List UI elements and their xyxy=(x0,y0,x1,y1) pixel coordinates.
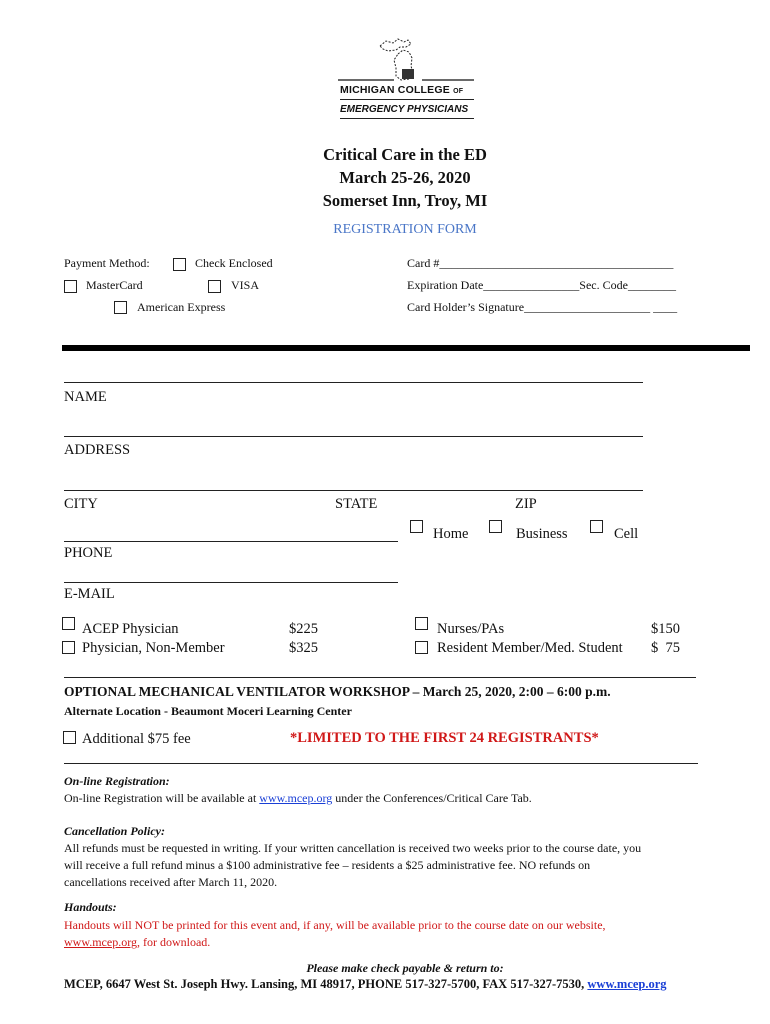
acep-physician-checkbox[interactable] xyxy=(62,617,75,630)
cancellation-line3: cancellations received after March 11, 2020. xyxy=(64,875,278,889)
online-text-before: On-line Registration will be available at xyxy=(64,791,260,805)
check-enclosed-label: Check Enclosed xyxy=(195,256,273,270)
card-number-field[interactable]: Card #_______________________________________ xyxy=(407,256,674,270)
amex-checkbox[interactable] xyxy=(114,301,127,314)
event-location: Somerset Inn, Troy, MI xyxy=(322,191,488,210)
address-label: ADDRESS xyxy=(64,442,131,458)
nurses-label: Nurses/PAs xyxy=(437,621,505,637)
email-label: E-MAIL xyxy=(64,586,115,602)
handouts-after-link: , for download. xyxy=(136,935,211,949)
home-label: Home xyxy=(433,526,469,542)
acep-physician-fee: $225 xyxy=(289,621,318,637)
home-checkbox[interactable] xyxy=(410,520,423,533)
logo-line1: MICHIGAN COLLEGE xyxy=(340,84,450,96)
nurses-checkbox[interactable] xyxy=(415,617,428,630)
name-label: NAME xyxy=(64,389,107,405)
workshop-fee-label: Additional $75 fee xyxy=(82,731,191,747)
event-title: Critical Care in the ED xyxy=(323,145,487,164)
nurses-fee: $150 xyxy=(651,621,680,637)
amex-label: American Express xyxy=(137,300,226,314)
logo-line2: EMERGENCY PHYSICIANS xyxy=(340,104,469,115)
state-label: STATE xyxy=(335,496,378,512)
visa-label: VISA xyxy=(231,278,260,292)
handouts-link[interactable]: www.mcep.org xyxy=(64,935,137,949)
city-label: CITY xyxy=(64,496,98,512)
phone-label: PHONE xyxy=(64,545,113,561)
cell-label: Cell xyxy=(614,526,639,542)
logo-of: OF xyxy=(453,88,464,95)
nonmember-checkbox[interactable] xyxy=(62,641,75,654)
name-field[interactable] xyxy=(64,382,643,383)
email-field[interactable] xyxy=(64,582,398,583)
form-title: REGISTRATION FORM xyxy=(333,222,477,237)
footer-address-text: MCEP, 6647 West St. Joseph Hwy. Lansing, MI 48917, PHONE 517-327-5700, FAX 517-327-7530, xyxy=(64,977,588,991)
cancellation-line2: will receive a full refund minus a $100 administrative fee – residents a $25 administrative fee. NO refunds on xyxy=(64,858,591,872)
footer-instruction: Please make check payable & return to: xyxy=(306,961,504,975)
cancellation-text xyxy=(64,840,641,891)
online-link[interactable]: www.mcep.org xyxy=(259,791,333,805)
zip-label: ZIP xyxy=(515,496,537,512)
cancellation-heading: Cancellation Policy: xyxy=(64,824,165,838)
city-state-zip-field[interactable] xyxy=(64,490,643,491)
workshop-alt-location: Alternate Location - Beaumont Moceri Learning Center xyxy=(64,704,352,718)
limited-notice: *LIMITED TO THE FIRST 24 REGISTRANTS* xyxy=(290,730,599,746)
event-dates: March 25-26, 2020 xyxy=(339,168,471,187)
online-heading: On-line Registration: xyxy=(64,774,170,788)
acep-physician-label: ACEP Physician xyxy=(82,621,179,637)
resident-label: Resident Member/Med. Student xyxy=(437,640,623,656)
business-checkbox[interactable] xyxy=(489,520,502,533)
mastercard-checkbox[interactable] xyxy=(64,280,77,293)
nonmember-fee: $325 xyxy=(289,640,318,656)
handouts-line1: Handouts will NOT be printed for this event and, if any, will be available prior to the course date on our website, xyxy=(64,918,606,932)
resident-fee: $ 75 xyxy=(651,640,680,656)
payment-method-label: Payment Method: xyxy=(64,256,150,270)
cell-checkbox[interactable] xyxy=(590,520,603,533)
nonmember-label: Physician, Non-Member xyxy=(82,640,225,656)
online-text-after: under the Conferences/Critical Care Tab. xyxy=(332,791,532,805)
mastercard-label: MasterCard xyxy=(86,278,143,292)
online-text xyxy=(64,791,532,806)
workshop-top-rule xyxy=(64,677,696,678)
section-divider xyxy=(62,345,750,351)
michigan-map-icon xyxy=(338,32,478,82)
visa-checkbox[interactable] xyxy=(208,280,221,293)
cancellation-line1: All refunds must be requested in writing. If your written cancellation is received two weeks prior to the course date, you xyxy=(64,841,642,855)
footer-address xyxy=(64,977,667,992)
workshop-title: OPTIONAL MECHANICAL VENTILATOR WORKSHOP – March 25, 2020, 2:00 – 6:00 p.m. xyxy=(64,684,611,699)
business-label: Business xyxy=(516,526,568,542)
workshop-bottom-rule xyxy=(64,763,698,764)
signature-field[interactable]: Card Holder’s Signature_____________________ ____ xyxy=(407,300,678,314)
check-enclosed-checkbox[interactable] xyxy=(173,258,186,271)
handouts-heading: Handouts: xyxy=(64,900,117,914)
workshop-checkbox[interactable] xyxy=(63,731,76,744)
expiration-field[interactable]: Expiration Date________________Sec. Code________ xyxy=(407,278,676,292)
address-field[interactable] xyxy=(64,436,643,437)
phone-field[interactable] xyxy=(64,541,398,542)
footer-link[interactable]: www.mcep.org xyxy=(587,977,667,991)
resident-checkbox[interactable] xyxy=(415,641,428,654)
handouts-text xyxy=(64,917,606,951)
